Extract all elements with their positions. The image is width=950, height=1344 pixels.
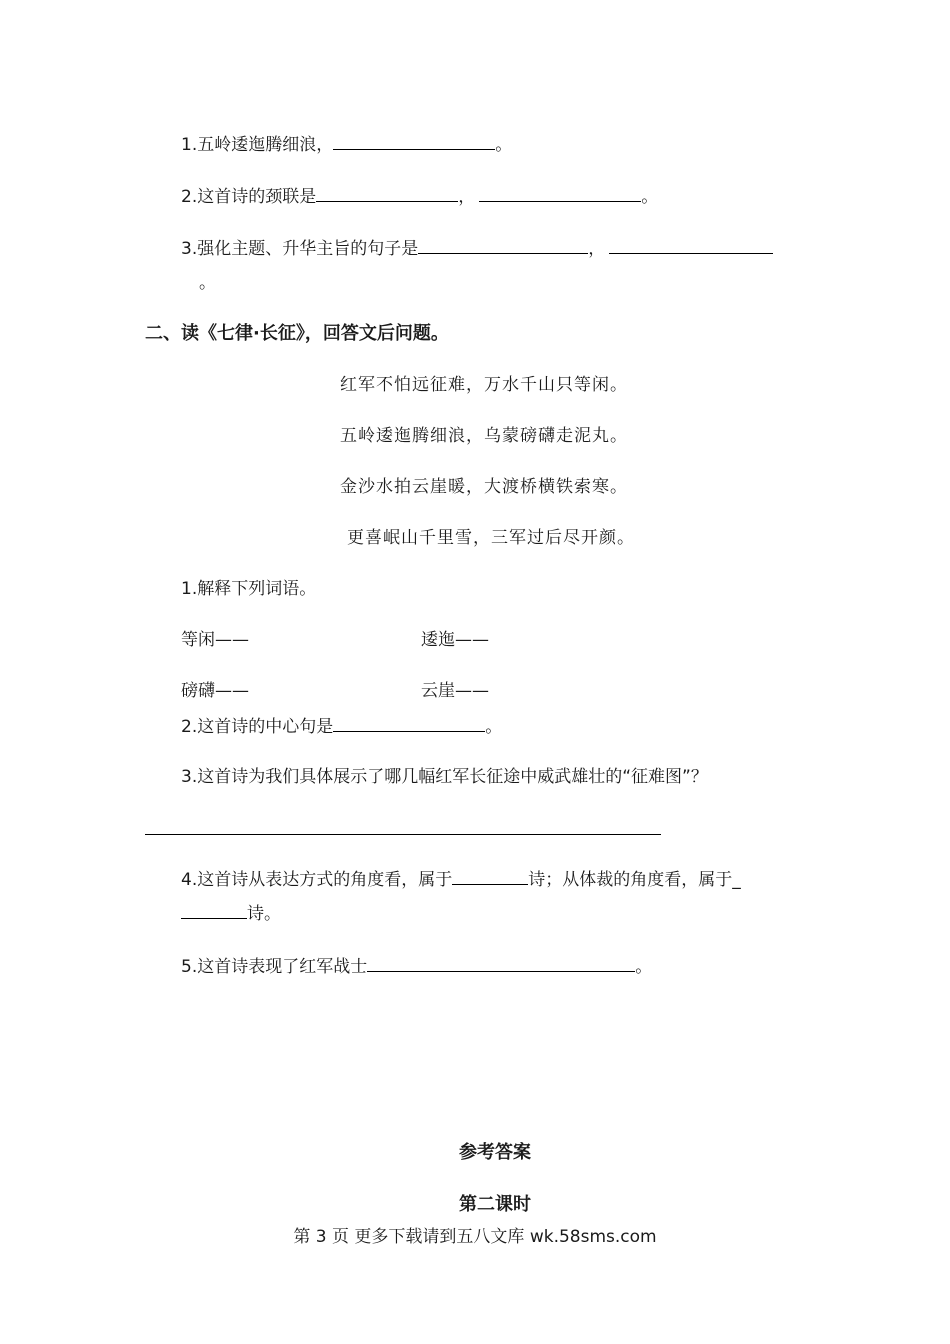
question-text: 1.五岭逶迤腾细浪， bbox=[181, 135, 334, 155]
section-heading: 二、读《七律·长征》，回答文后问题。 bbox=[145, 323, 449, 344]
question-2: 2.这首诗的中心句是 。 bbox=[181, 717, 503, 737]
answer-line bbox=[145, 834, 661, 835]
question-1: 1.解释下列词语。 bbox=[181, 579, 317, 599]
question-5: 5.这首诗表现了红军战士 。 bbox=[181, 957, 653, 977]
question-3: 3.这首诗为我们具体展示了哪几幅红军长征途中威武雄壮的“征难图”？ bbox=[181, 767, 708, 787]
page-footer: 第 3 页 更多下载请到五八文库 wk.58sms.com bbox=[293, 1227, 657, 1247]
answer-blank bbox=[316, 187, 458, 202]
question-4: 4.这首诗从表达方式的角度看，属于 诗；从体裁的角度看，属于_ bbox=[181, 870, 741, 890]
fill-question-3: 3.强化主题、升华主旨的句子是 ， bbox=[181, 238, 773, 260]
question-text: 5.这首诗表现了红军战士 bbox=[181, 957, 368, 977]
answer-blank bbox=[181, 904, 247, 919]
poem-line-4: 更喜岷山千里雪，三军过后尽开颜。 bbox=[347, 528, 635, 548]
fill-question-3-end: 。 bbox=[199, 273, 216, 293]
answer-blank bbox=[333, 717, 485, 732]
answers-subtitle: 第二课时 bbox=[459, 1194, 531, 1215]
answers-title: 参考答案 bbox=[459, 1142, 531, 1163]
poem-line-1: 红军不怕远征难，万水千山只等闲。 bbox=[340, 375, 628, 395]
term-dengxian: 等闲—— bbox=[181, 630, 249, 650]
term-weiyi: 逶迤—— bbox=[421, 630, 489, 650]
question-text: 2.这首诗的颈联是 bbox=[181, 187, 317, 207]
term-pangbo: 磅礴—— bbox=[181, 681, 249, 701]
term-yunya: 云崖—— bbox=[421, 681, 489, 701]
question-text: 2.这首诗的中心句是 bbox=[181, 717, 334, 737]
fill-question-2: 2.这首诗的颈联是 ， 。 bbox=[181, 187, 659, 207]
answer-blank bbox=[452, 870, 528, 885]
fill-question-1: 1.五岭逶迤腾细浪， 。 bbox=[181, 135, 513, 155]
question-text: 4.这首诗从表达方式的角度看，属于 bbox=[181, 870, 453, 890]
answer-blank bbox=[479, 187, 641, 202]
poem-line-2: 五岭逶迤腾细浪，乌蒙磅礴走泥丸。 bbox=[340, 426, 628, 446]
poem-line-3: 金沙水拍云崖暖，大渡桥横铁索寒。 bbox=[340, 477, 628, 497]
answer-blank bbox=[333, 135, 495, 150]
answer-blank bbox=[367, 957, 635, 972]
answer-blank bbox=[609, 239, 773, 254]
question-4-cont: 诗。 bbox=[181, 903, 281, 925]
question-text: 3.强化主题、升华主旨的句子是 bbox=[181, 239, 419, 259]
answer-blank bbox=[418, 239, 588, 254]
